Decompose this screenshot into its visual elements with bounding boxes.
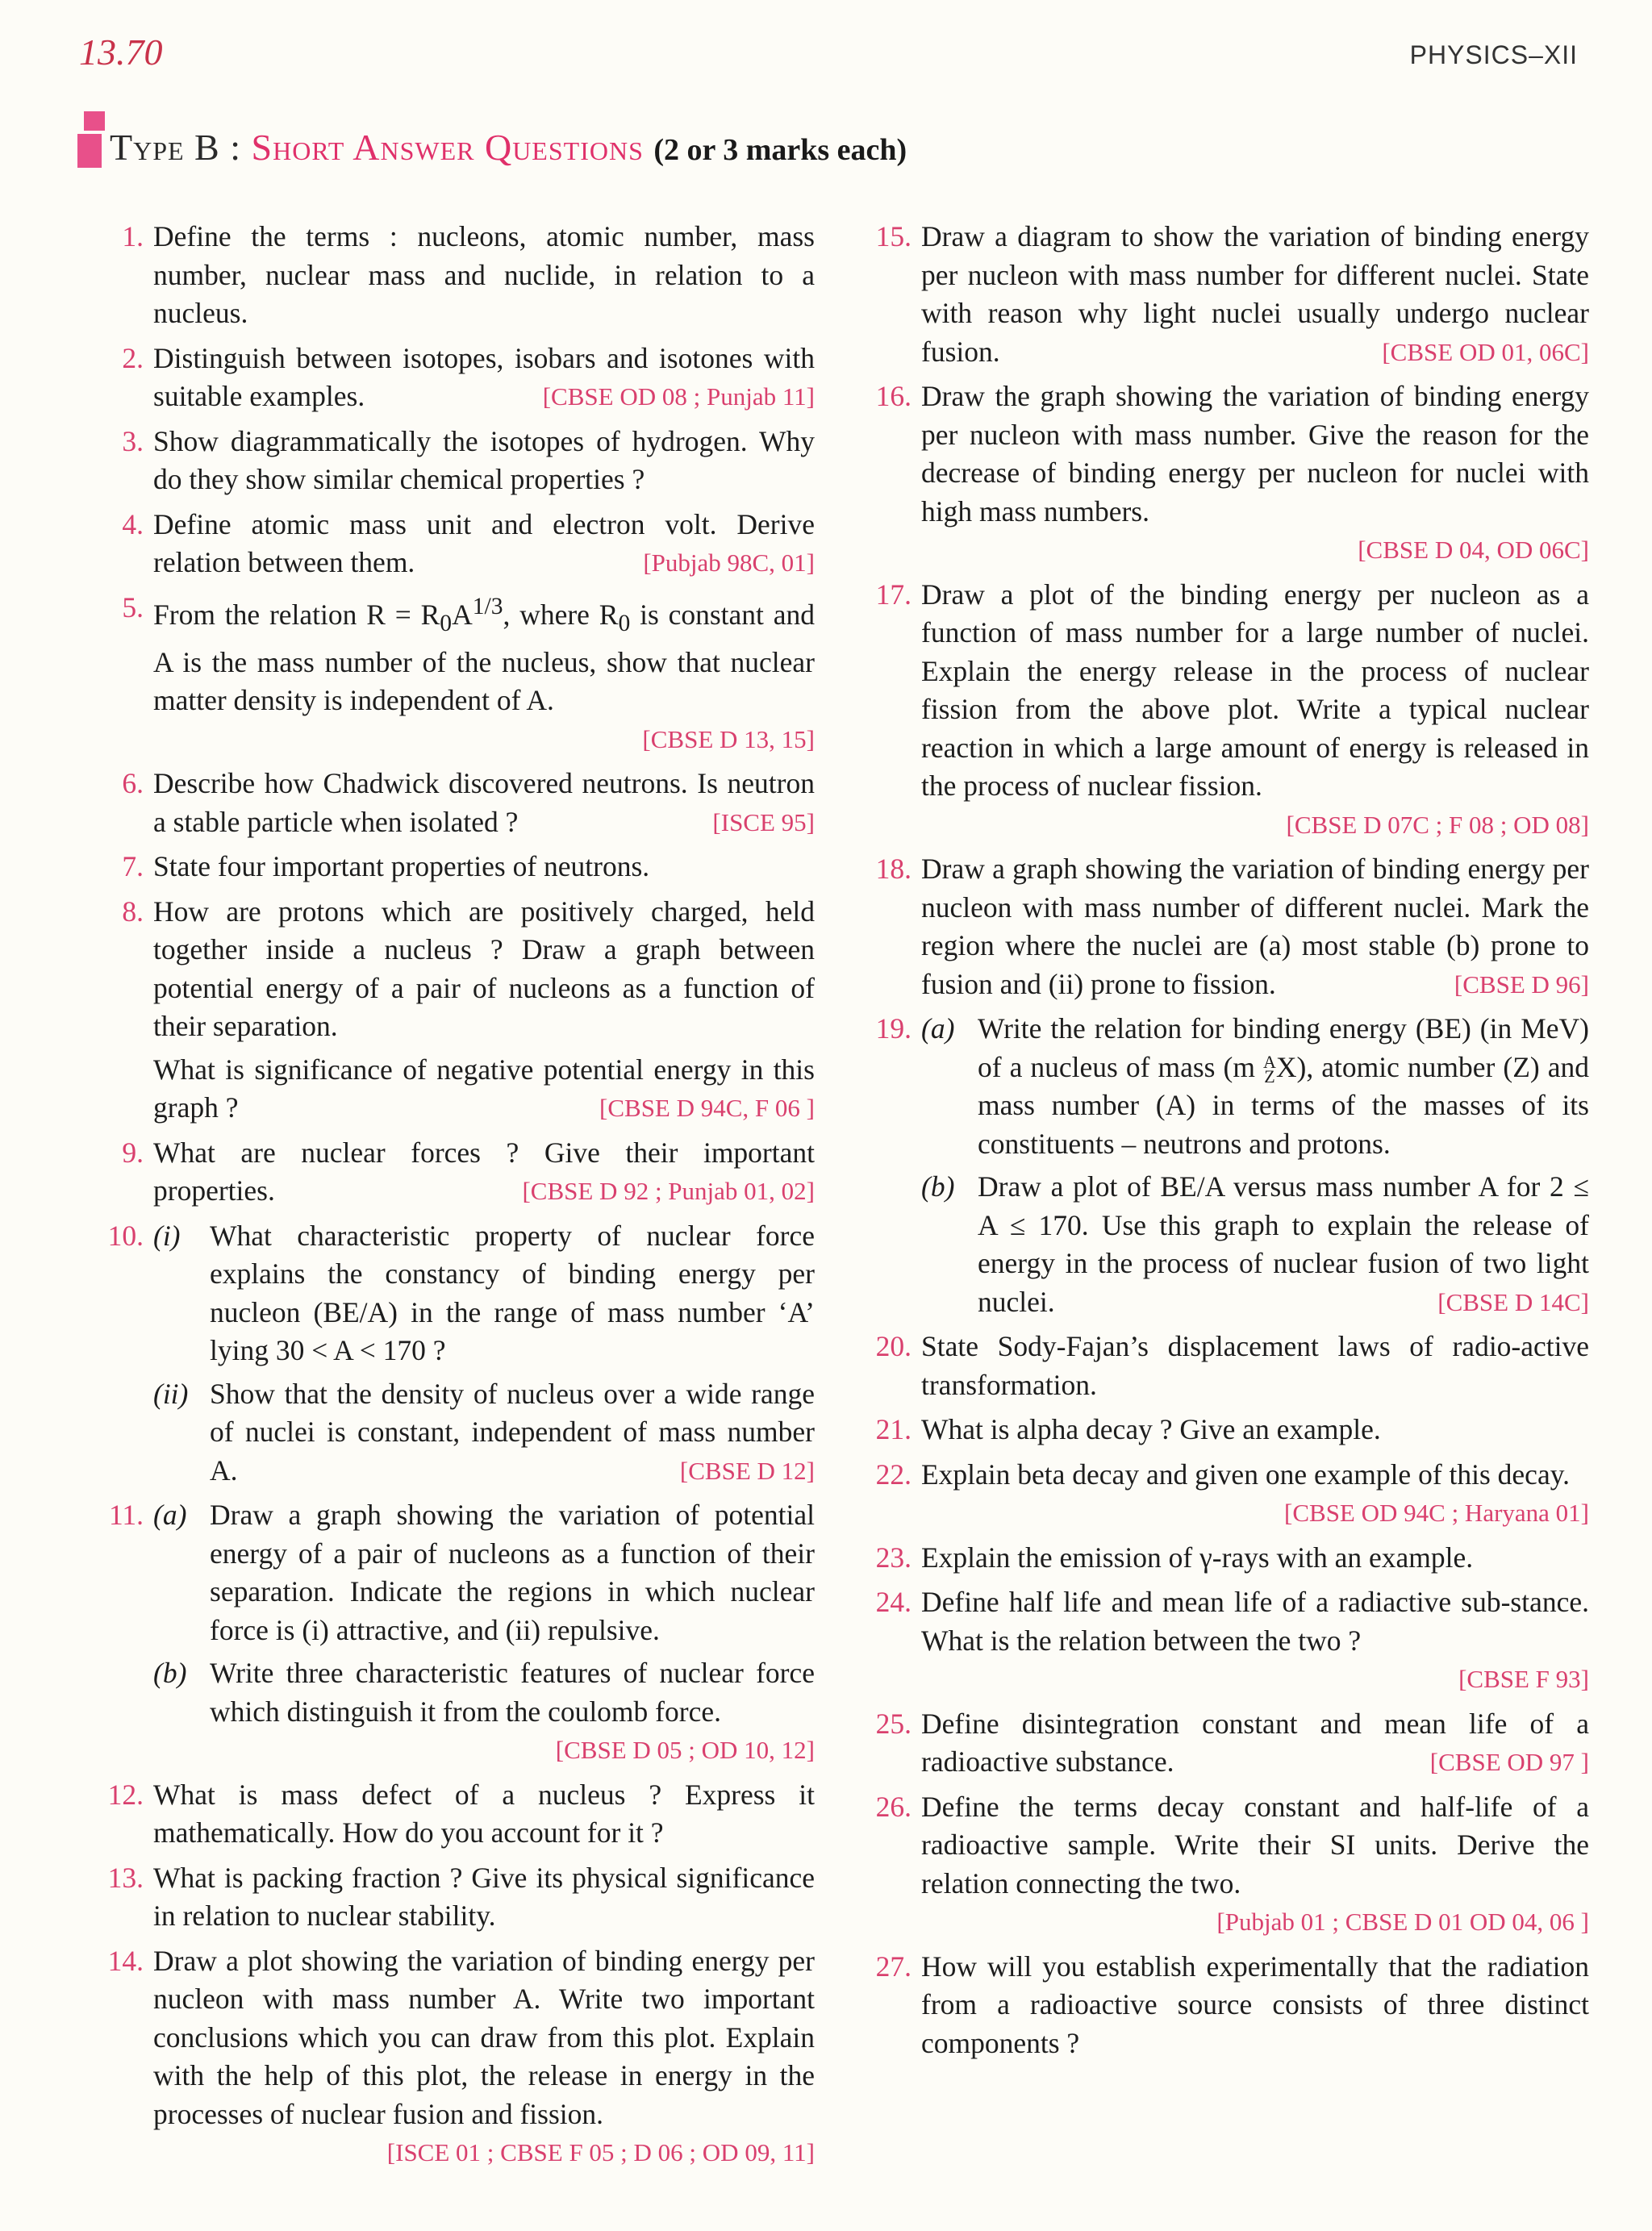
right-column bbox=[863, 218, 1589, 2069]
question-number: 24. bbox=[875, 1586, 912, 1618]
question-text: Define disintegration constant and mean life of a radioactive substance. bbox=[921, 1707, 1589, 1778]
section-marks: (2 or 3 marks each) bbox=[653, 133, 907, 167]
question-item bbox=[95, 218, 815, 333]
question-item bbox=[863, 218, 1589, 371]
question-subpart bbox=[921, 1168, 1589, 1321]
question-number: 9. bbox=[122, 1136, 144, 1169]
question-item bbox=[863, 1539, 1589, 1578]
question-reference: [CBSE OD 97 ] bbox=[1429, 1748, 1589, 1776]
question-item bbox=[95, 893, 815, 1128]
question-text: Draw a diagram to show the variation of binding energy per nucleon with mass number for different nuclei. State with reason why light nuclei usually undergo nuclear fusion. bbox=[921, 220, 1589, 368]
question-subpart bbox=[921, 1010, 1589, 1163]
question-text: Define the terms decay constant and half-life of a radioactive sample. Write their SI units. Derive the relation connecting the two. bbox=[921, 1790, 1589, 1899]
question-number: 16. bbox=[875, 380, 912, 412]
question-subpart bbox=[153, 1375, 815, 1491]
section-heading bbox=[110, 126, 907, 169]
question-item bbox=[863, 850, 1589, 1003]
question-number: 10. bbox=[107, 1219, 144, 1252]
question-text: Describe how Chadwick discovered neutrons. Is neutron a stable particle when isolated ? bbox=[153, 767, 815, 838]
question-item bbox=[863, 1456, 1589, 1533]
question-text: How are protons which are positively charged, held together inside a nucleus ? Draw a graph between potential energy of a pair of nucleons as a function of their separation. bbox=[153, 894, 815, 1043]
question-number: 13. bbox=[107, 1861, 144, 1894]
subpart-text: Show that the density of nucleus over a wide range of nuclei is constant, independent of mass number A. bbox=[210, 1377, 815, 1487]
subpart-text: Write three characteristic features of nuclear force which distinguish it from the coulomb force. bbox=[210, 1657, 815, 1728]
question-number: 17. bbox=[875, 578, 912, 611]
question-reference: [CBSE D 13, 15] bbox=[642, 724, 815, 753]
question-number: 3. bbox=[122, 424, 144, 457]
question-number: 11. bbox=[108, 1499, 144, 1532]
question-reference: [ISCE 95] bbox=[712, 807, 815, 836]
question-item bbox=[95, 423, 815, 499]
subpart-label: (b) bbox=[153, 1657, 187, 1690]
question-reference: [CBSE D 07C ; F 08 ; OD 08] bbox=[1286, 810, 1589, 839]
question-item bbox=[863, 1948, 1589, 2063]
page-number: 13.70 bbox=[79, 31, 163, 73]
subpart-label: (a) bbox=[921, 1012, 955, 1045]
question-text: What is packing fraction ? Give its physical significance in relation to nuclear stability. bbox=[153, 1861, 815, 1933]
question-text: Draw a graph showing the variation of binding energy per nucleon with mass number of different nuclei. Mark the region where the nuclei are (a) most stable (b) prone to fusion and (ii) prone to fission. bbox=[921, 853, 1589, 1000]
question-item bbox=[863, 1705, 1589, 1782]
question-number: 12. bbox=[107, 1778, 144, 1811]
question-number: 21. bbox=[875, 1413, 912, 1445]
question-item bbox=[863, 1328, 1589, 1404]
question-reference: [CBSE D 12] bbox=[679, 1456, 815, 1485]
subpart-label: (a) bbox=[153, 1499, 187, 1532]
question-reference: [CBSE D 96] bbox=[1454, 970, 1589, 999]
question-reference: [CBSE F 93] bbox=[1458, 1665, 1589, 1693]
question-subpart bbox=[153, 1654, 815, 1770]
section-marker-bar bbox=[77, 134, 102, 168]
question-text: What is mass defect of a nucleus ? Express it mathematically. How do you account for it ? bbox=[153, 1778, 815, 1849]
question-text: Draw the graph showing the variation of binding energy per nucleon with mass number. Give the reason for the decrease of binding energy per nucleon for nuclei with high mass numbers. bbox=[921, 380, 1589, 528]
question-number: 22. bbox=[875, 1457, 912, 1491]
question-item bbox=[95, 848, 815, 886]
question-item bbox=[95, 1134, 815, 1211]
question-reference: [CBSE D 92 ; Punjab 01, 02] bbox=[522, 1177, 815, 1206]
question-text: Define half life and mean life of a radiactive sub-stance. What is the relation between the two ? bbox=[921, 1586, 1589, 1657]
question-reference: [CBSE OD 08 ; Punjab 11] bbox=[542, 382, 815, 411]
question-number: 18. bbox=[875, 853, 912, 885]
section-type-label: Type B : bbox=[110, 127, 242, 168]
question-reference: [Pubjab 98C, 01] bbox=[643, 548, 815, 577]
question-text: How will you establish experimentally that the radiation from a radioactive source consists of three distinct components ? bbox=[921, 1950, 1589, 2059]
question-text: What is alpha decay ? Give an example. bbox=[921, 1413, 1381, 1445]
question-reference: [Pubjab 01 ; CBSE D 01 OD 04, 06 ] bbox=[1216, 1908, 1589, 1936]
question-number: 20. bbox=[875, 1330, 912, 1362]
question-item bbox=[95, 589, 815, 759]
subpart-label: (i) bbox=[153, 1219, 181, 1252]
question-reference: [CBSE D 04, OD 06C] bbox=[1358, 536, 1589, 564]
question-item bbox=[863, 576, 1589, 844]
question-number: 8. bbox=[122, 894, 144, 928]
subpart-text: Write the relation for binding energy (BE) (in MeV) of a nucleus of mass (m A Z X), atomic number (Z) and mass number (A) in terms of the masses of its constituents – neutrons and protons. bbox=[978, 1012, 1589, 1160]
question-number: 6. bbox=[122, 767, 144, 800]
question-number: 27. bbox=[875, 1950, 912, 1983]
question-number: 25. bbox=[875, 1707, 912, 1740]
question-item bbox=[863, 1411, 1589, 1449]
question-number: 15. bbox=[875, 220, 912, 252]
question-item bbox=[863, 1788, 1589, 1941]
question-number: 19. bbox=[875, 1012, 912, 1045]
question-text: State four important properties of neutrons. bbox=[153, 850, 650, 883]
question-subpart bbox=[153, 1217, 815, 1370]
question-number: 26. bbox=[875, 1790, 912, 1823]
subpart-label: (ii) bbox=[153, 1377, 189, 1410]
question-reference: [CBSE OD 94C ; Haryana 01] bbox=[1284, 1499, 1589, 1527]
question-reference: [ISCE 01 ; CBSE F 05 ; D 06 ; OD 09, 11] bbox=[386, 2138, 815, 2167]
question-reference: [CBSE D 05 ; OD 10, 12] bbox=[555, 1736, 815, 1765]
question-item bbox=[863, 1010, 1589, 1321]
question-item bbox=[95, 1942, 815, 2172]
subpart-text: Draw a graph showing the variation of potential energy of a pair of nucleons as a function of their separation. Indicate the regions in which nuclear force is (i) attractive, and (ii) repulsive. bbox=[210, 1499, 815, 1646]
question-item bbox=[95, 1776, 815, 1853]
subpart-text: What characteristic property of nuclear force explains the constancy of binding energy per nucleon (BE/A) in the range of mass number ‘A’ lying 30 < A < 170 ? bbox=[210, 1219, 815, 1367]
question-number: 23. bbox=[875, 1541, 912, 1574]
question-number: 2. bbox=[122, 341, 144, 374]
question-text: Draw a plot showing the variation of binding energy per nucleon with mass number A. Write two important conclusions which you can draw from this plot. Explain with the help of this plot, the release in energy in the processes of nuclear fusion and fission. bbox=[153, 1944, 815, 2130]
question-text: From the relation $R = R_0A^{1/3}$, where $R_0$ is constant and A is the mass number of the nucleus, show that nuclear matter density is independent of A. bbox=[153, 594, 815, 717]
question-number: 7. bbox=[122, 850, 144, 883]
question-number: 5. bbox=[122, 590, 144, 623]
question-item bbox=[95, 506, 815, 582]
question-text: Explain beta decay and given one example of this decay. bbox=[921, 1457, 1571, 1491]
question-text: Distinguish between isotopes, isobars and isotones with suitable examples. bbox=[153, 341, 815, 412]
question-text: Show diagrammatically the isotopes of hydrogen. Why do they show similar chemical properties ? bbox=[153, 424, 815, 495]
subpart-label: (b) bbox=[921, 1170, 955, 1203]
question-reference: [CBSE D 14C] bbox=[1437, 1287, 1589, 1316]
question-subpart bbox=[153, 1496, 815, 1649]
question-text: Define the terms : nucleons, atomic number, mass number, nuclear mass and nuclide, in relation to a nucleus. bbox=[153, 220, 815, 329]
question-item bbox=[863, 1583, 1589, 1699]
question-number: 14. bbox=[107, 1944, 144, 1977]
question-reference: [CBSE OD 01, 06C] bbox=[1382, 337, 1589, 366]
question-number: 1. bbox=[122, 220, 144, 252]
question-followup: What is significance of negative potential energy in this graph ? [CBSE D 94C, F 06 ] bbox=[153, 1051, 815, 1128]
left-column bbox=[95, 218, 815, 2179]
question-text: Draw a plot of the binding energy per nucleon as a function of mass number for a large number of nuclei. Explain the energy release in the process of nuclear fission from the above plot. Write a typical nuclear reaction in which a large amount of energy is released in the process of nuclear fission. bbox=[921, 578, 1589, 802]
question-item bbox=[95, 1859, 815, 1936]
question-item bbox=[863, 377, 1589, 569]
book-title: PHYSICS–XII bbox=[1409, 40, 1578, 69]
question-item bbox=[95, 1496, 815, 1770]
question-item bbox=[95, 340, 815, 416]
question-text: Explain the emission of γ-rays with an example. bbox=[921, 1541, 1474, 1574]
question-text: What are nuclear forces ? Give their important properties. bbox=[153, 1136, 815, 1207]
question-item bbox=[95, 1217, 815, 1491]
question-item bbox=[95, 765, 815, 841]
question-number: 4. bbox=[122, 507, 144, 540]
question-text: State Sody-Fajan’s displacement laws of radio-active transformation. bbox=[921, 1330, 1589, 1401]
section-title: Short Answer Questions bbox=[251, 127, 644, 168]
section-header bbox=[77, 105, 1579, 177]
subpart-text: Draw a plot of BE/A versus mass number A for 2 ≤ A ≤ 170. Use this graph to explain the release of energy in the process of nuclear fusion of two light nuclei. bbox=[978, 1170, 1589, 1318]
section-marker-icon bbox=[84, 111, 105, 131]
question-reference: [CBSE D 94C, F 06 ] bbox=[599, 1094, 815, 1123]
question-text: Define atomic mass unit and electron volt. Derive relation between them. bbox=[153, 507, 815, 578]
